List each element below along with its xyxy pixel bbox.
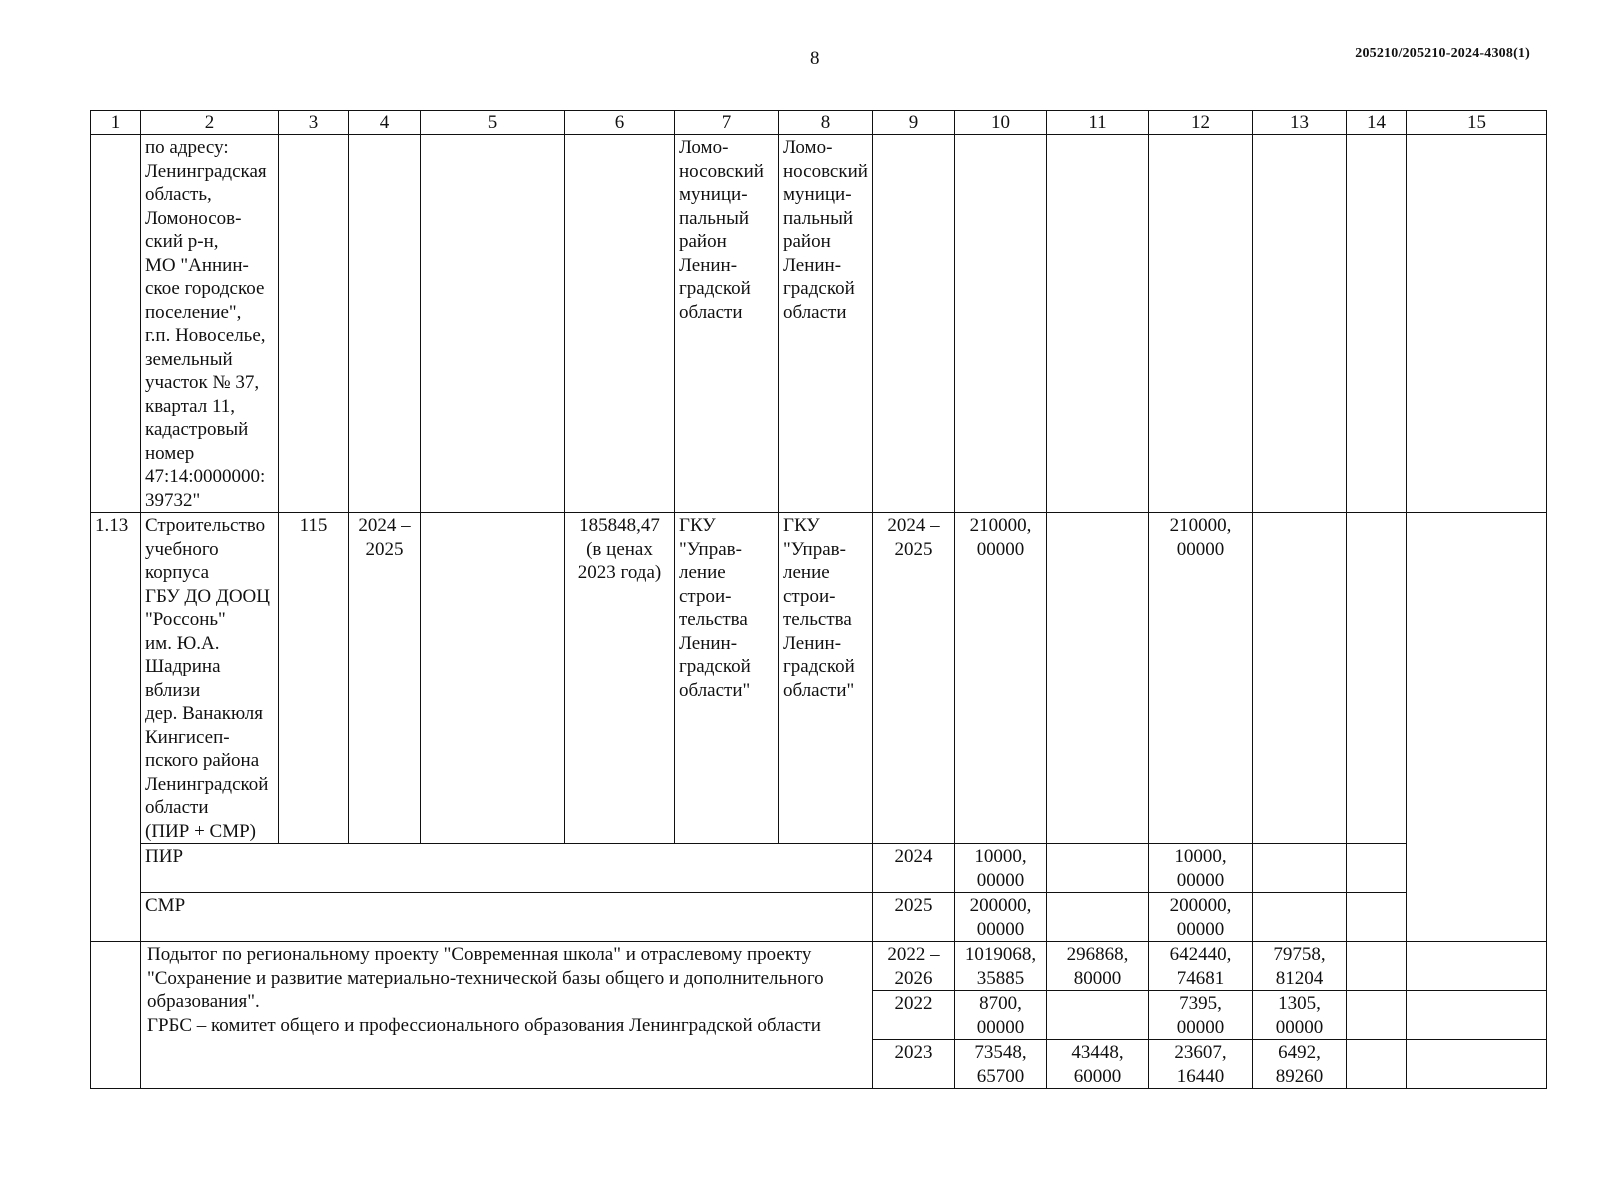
- cell-empty: [1407, 942, 1547, 991]
- cell-years: 2025: [873, 893, 955, 942]
- cell-federal-budget: 43448, 60000: [1047, 1040, 1149, 1089]
- cell-empty: [1253, 513, 1347, 844]
- cell-years: 2024: [873, 844, 955, 893]
- cell-empty: [565, 135, 675, 513]
- cell-total: 210000, 00000: [955, 513, 1047, 844]
- cell-empty: [1047, 135, 1149, 513]
- cell-total: 200000, 00000: [955, 893, 1047, 942]
- cell-regional-budget: 642440, 74681: [1149, 942, 1253, 991]
- col-header-14: 14: [1347, 111, 1407, 135]
- cell-developer: ГКУ "Управ- ление строи- тельства Ленин- градской области": [779, 513, 873, 844]
- cell-empty: [1047, 844, 1149, 893]
- cell-local-budget: 6492, 89260: [1253, 1040, 1347, 1089]
- cell-empty: [1347, 135, 1407, 513]
- cell-empty: [1347, 942, 1407, 991]
- cell-empty: [1407, 1040, 1547, 1089]
- cell-federal-budget: [1047, 991, 1149, 1040]
- cell-regional-budget: 10000, 00000: [1149, 844, 1253, 893]
- cell-developer: Ломо- носовский муници- пальный район Ленин- градской области: [779, 135, 873, 513]
- cell-empty: [91, 942, 141, 1089]
- cell-regional-budget: 23607, 16440: [1149, 1040, 1253, 1089]
- cell-row-number: 1.13: [91, 513, 141, 942]
- col-header-7: 7: [675, 111, 779, 135]
- budget-table: [90, 110, 1547, 1089]
- cell-total: 73548, 65700: [955, 1040, 1047, 1089]
- col-header-6: 6: [565, 111, 675, 135]
- cell-years: 2023: [873, 1040, 955, 1089]
- table-row-subtotal: [91, 942, 1547, 991]
- cell-object-name: Строительство учебного корпуса ГБУ ДО ДООЦ "Россонь" им. Ю.А. Шадрина вблизи дер. Ванакюля Кингисеп- пского района Ленинградской области (ПИР + СМР): [141, 513, 279, 844]
- col-header-1: 1: [91, 111, 141, 135]
- table-row-smr: [91, 893, 1547, 942]
- cell-empty: [1347, 1040, 1407, 1089]
- col-header-8: 8: [779, 111, 873, 135]
- cell-capacity: 115: [279, 513, 349, 844]
- cell-years: 2022 – 2026: [873, 942, 955, 991]
- cell-empty: [1407, 135, 1547, 513]
- cell-local-budget: 79758, 81204: [1253, 942, 1347, 991]
- document-id: 205210/205210-2024-4308(1): [1355, 46, 1530, 61]
- col-header-5: 5: [421, 111, 565, 135]
- page-number: 8: [810, 48, 820, 69]
- cell-empty: [91, 135, 141, 513]
- col-header-13: 13: [1253, 111, 1347, 135]
- cell-empty: [1347, 513, 1407, 844]
- cell-federal-budget: 296868, 80000: [1047, 942, 1149, 991]
- table-row-1-13: [91, 513, 1547, 844]
- col-header-12: 12: [1149, 111, 1253, 135]
- cell-empty: [1407, 513, 1547, 942]
- col-header-3: 3: [279, 111, 349, 135]
- cell-empty: [1253, 135, 1347, 513]
- cell-empty: [873, 135, 955, 513]
- cell-pir-label: ПИР: [141, 844, 873, 893]
- header-row: [91, 111, 1547, 135]
- cell-regional-budget: 7395, 00000: [1149, 991, 1253, 1040]
- cell-regional-budget: 200000, 00000: [1149, 893, 1253, 942]
- cell-address: по адресу: Ленинградская область, Ломоносов- ский р-н, МО "Аннин- ское городское поселение", г.п. Новоселье, земельный участок № 37, квартал 11, кадастровый номер 47:14:0000000: 39732": [141, 135, 279, 513]
- cell-empty: [421, 513, 565, 844]
- cell-empty: [349, 135, 421, 513]
- cell-empty: [1253, 893, 1347, 942]
- cell-smr-label: СМР: [141, 893, 873, 942]
- col-header-10: 10: [955, 111, 1047, 135]
- cell-total: 10000, 00000: [955, 844, 1047, 893]
- cell-total: 1019068, 35885: [955, 942, 1047, 991]
- cell-regional-budget: 210000, 00000: [1149, 513, 1253, 844]
- cell-years: 2022: [873, 991, 955, 1040]
- table-row-pir: [91, 844, 1547, 893]
- cell-local-budget: 1305, 00000: [1253, 991, 1347, 1040]
- cell-total: 8700, 00000: [955, 991, 1047, 1040]
- col-header-2: 2: [141, 111, 279, 135]
- cell-empty: [1253, 844, 1347, 893]
- cell-customer: Ломо- носовский муници- пальный район Ленин- градской области: [675, 135, 779, 513]
- cell-empty: [1347, 893, 1407, 942]
- cell-estimated-cost: 185848,47 (в ценах 2023 года): [565, 513, 675, 844]
- cell-period: 2024 – 2025: [349, 513, 421, 844]
- col-header-15: 15: [1407, 111, 1547, 135]
- col-header-11: 11: [1047, 111, 1149, 135]
- cell-empty: [1347, 844, 1407, 893]
- cell-empty: [1407, 991, 1547, 1040]
- cell-customer: ГКУ "Управ- ление строи- тельства Ленин- градской области": [675, 513, 779, 844]
- col-header-9: 9: [873, 111, 955, 135]
- cell-empty: [1047, 513, 1149, 844]
- cell-empty: [955, 135, 1047, 513]
- col-header-4: 4: [349, 111, 421, 135]
- cell-empty: [1047, 893, 1149, 942]
- cell-years: 2024 – 2025: [873, 513, 955, 844]
- cell-empty: [421, 135, 565, 513]
- cell-subtotal-label: Подытог по региональному проекту "Современная школа" и отраслевому проекту "Сохранение и развитие материально-технической базы общего и дополнительного образования". ГРБС – комитет общего и профессионального образования Ленинградской области: [141, 942, 873, 1089]
- cell-empty: [1149, 135, 1253, 513]
- cell-empty: [1347, 991, 1407, 1040]
- cell-empty: [279, 135, 349, 513]
- table-row-continued: [91, 135, 1547, 513]
